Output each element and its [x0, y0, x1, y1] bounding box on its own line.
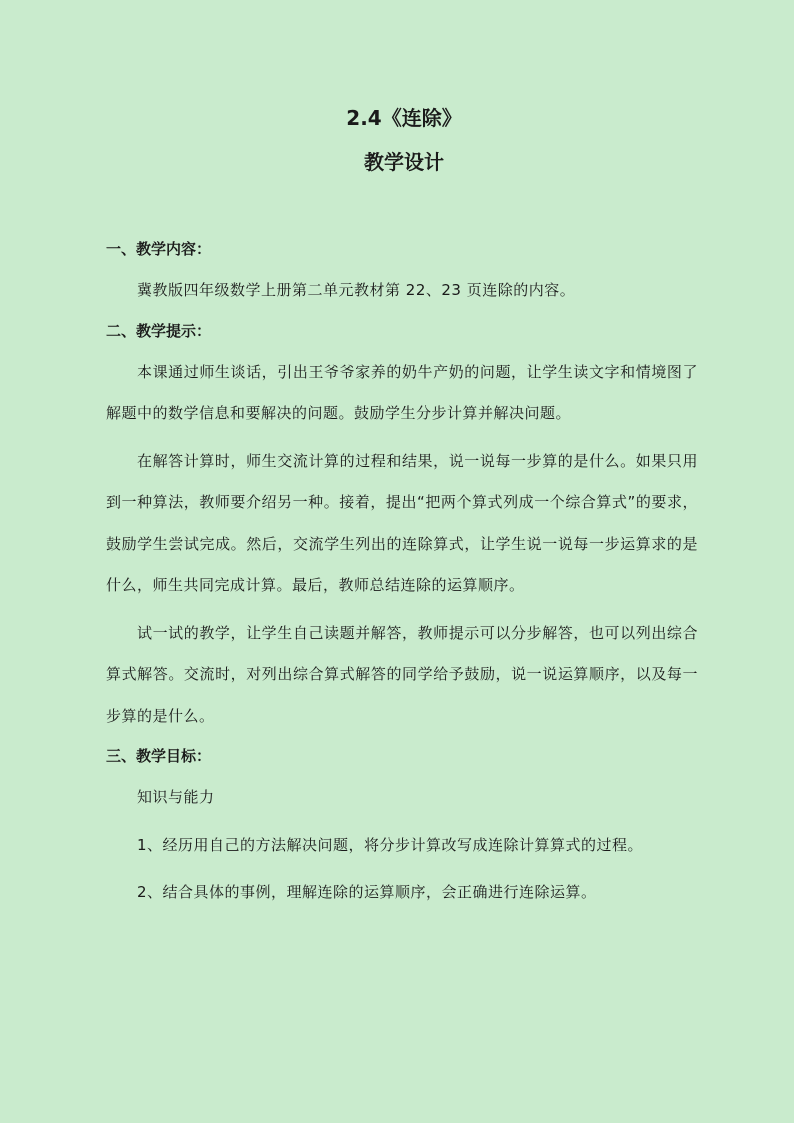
hint-paragraph-2: 在解答计算时，师生交流计算的过程和结果，说一说每一步算的是什么。如果只用到一种算法，教师要介绍另一种。接着，提出“把两个算式列成一个综合算式”的要求，鼓励学生尝试完成。然后，交流学生列出的连除算式，让学生说一说每一步运算求的是什么，师生共同完成计算。最后，教师总结连除的运算顺序。 — [106, 451, 698, 594]
content-paragraph: 冀教版四年级数学上册第二单元教材第 22、23 页连除的内容。 — [137, 281, 576, 299]
goal-item-1: 1、经历用自己的方法解决问题，将分步计算改写成连除计算算式的过程。 — [137, 835, 644, 854]
section-heading-goals: 三、教学目标： — [106, 747, 212, 765]
hint-paragraph-3: 试一试的教学，让学生自己读题并解答，教师提示可以分步解答，也可以列出综合算式解答。交流时，对列出综合算式解答的同学给予鼓励，说一说运算顺序，以及每一步算的是什么。 — [106, 623, 698, 725]
goal-item-2: 2、结合具体的事例，理解连除的运算顺序，会正确进行连除运算。 — [137, 883, 597, 901]
goal-subheading: 知识与能力 — [137, 788, 215, 806]
section-heading-hints: 二、教学提示： — [106, 321, 212, 340]
hint-paragraph-1: 本课通过师生谈话，引出王爷爷家养的奶牛产奶的问题，让学生读文字和情境图了解题中的数学信息和要解决的问题。鼓励学生分步计算并解决问题。 — [106, 362, 698, 422]
document-title: 2.4《连除》 — [346, 106, 462, 130]
document-subtitle: 教学设计 — [364, 150, 444, 174]
section-heading-content: 一、教学内容： — [106, 240, 212, 258]
